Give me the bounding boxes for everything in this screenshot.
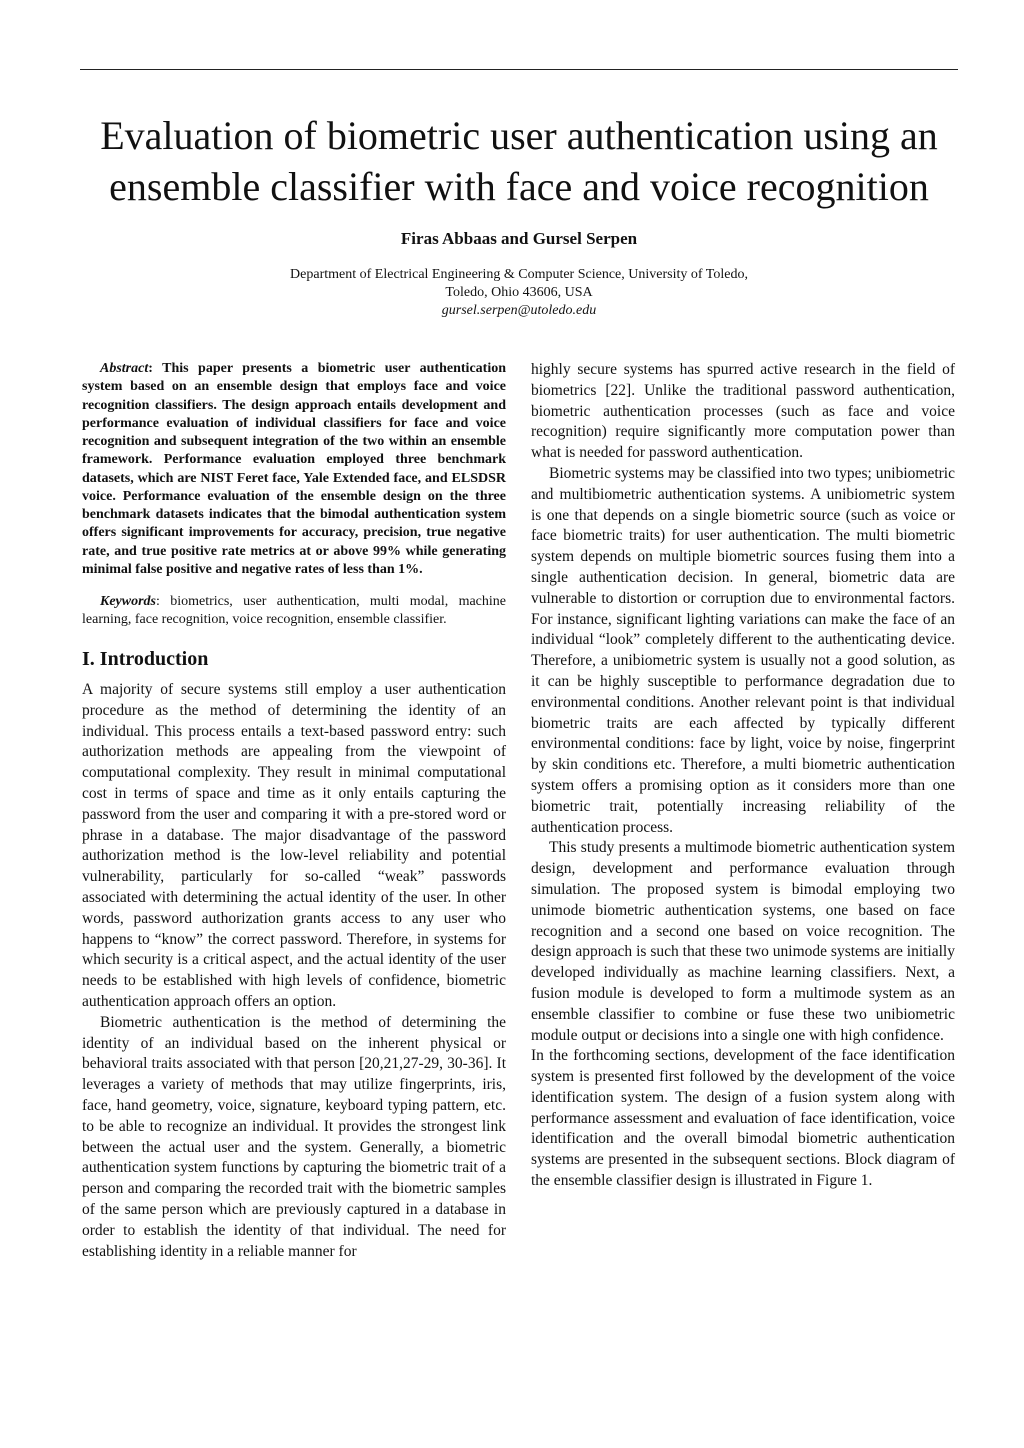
affiliation-block	[80, 266, 958, 320]
author-list: Firas Abbaas and Gursel Serpen	[400, 229, 638, 248]
intro-paragraph-2-continued: highly secure systems has spurred active research in the field of biometrics [22]. Unlike the traditional password authentication, biometric authentication processes (such as face and voice recognition) require significantly more computation power than what is needed for password authentication.	[531, 361, 955, 462]
keywords-text: : biometrics, user authentication, multi modal, machine learning, face recognition, voice recognition, ensemble classifier.	[82, 594, 506, 627]
paper-title: Evaluation of biometric user authentication using an ensemble classifier with face and voice recognition	[100, 113, 938, 209]
keywords	[82, 593, 506, 629]
section-heading-introduction: I. Introduction	[82, 648, 209, 670]
affiliation-line: Department of Electrical Engineering & Computer Science, University of Toledo,	[290, 267, 748, 282]
keywords-label: Keywords	[100, 594, 156, 609]
affiliation-address: Toledo, Ohio 43606, USA	[445, 285, 593, 300]
abstract	[82, 360, 506, 579]
intro-paragraph-2: Biometric authentication is the method of determining the identity of an individual based on the inherent physical or behavioral traits associated with that person [20,21,27-29, 30-36]. It leverages a variety of methods that may utilize fingerprints, iris, face, hand geometry, voice, signature, keyboard typing pattern, etc. to be able to recognize an individual. It provides the strongest link between the actual user and the system. Generally, a biometric authentication system functions by capturing the biometric trait of a person and comparing the recorded trait with the biometric samples of the same person which are previously captured in a database in order to establish the identity of that individual. The need for establishing identity in a reliable manner for	[82, 1013, 506, 1260]
intro-paragraph-1: A majority of secure systems still employ a user authentication procedure as the method of determining the identity of an individual. This process entails a text-based password entry: such authorization methods are appealing from the viewpoint of computational complexity. They result in minimal computational cost in terms of space and time as it only entails capturing the password from the user and comparing it with a pre-stored word or phrase in a database. The major disadvantage of the password authorization method is the low-level reliability and potential vulnerability, particularly for so-called “weak” passwords associated with determining the actual identity of the user. In other words, password authorization grants access to any user who happens to “know” the correct password. Therefore, in systems for which security is a critical aspect, and the actual identity of the user needs to be established with high levels of confidence, biometric authentication approach offers an option.	[82, 681, 506, 1010]
intro-paragraph-3: Biometric systems may be classified into two types; unibiometric and multibiometric authentication systems. A unibiometric system is one that depends on a single biometric source (such as voice or face biometric traits) for user authentication. The multi biometric system depends on multiple biometric sources fusing them into a single authentication decision. In general, biometric data are vulnerable to distortion or corruption due to environmental factors. For instance, significant lighting variations can make the face of an individual “look” completely different to the authenticating device. Therefore, a unibiometric system is usually not a good solution, as it can be highly susceptible to performance degradation due to environmental conditions. Another relevant point is that individual biometric traits are each affected by typically different environmental conditions: face by light, voice by noise, fingerprint by skin conditions etc. Therefore, a multi biometric authentication system offers a promising option as it considers more than one biometric trait, potentially increasing reliability of the authentication process.	[531, 464, 955, 836]
left-column	[82, 360, 506, 1262]
header-rule	[80, 69, 958, 70]
abstract-label: Abstract	[100, 361, 149, 376]
intro-paragraph-4: This study presents a multimode biometric authentication system design, development and performance evaluation through simulation. The proposed system is bimodal employing two unimode biometric authentication systems, one based on face recognition and a second one based on voice recognition. The design approach is such that these two unimode systems are initially developed individually as machine learning classifiers. Next, a fusion module is developed to form a multimode system as an ensemble classifier to combine or fuse these two unibiometric module output or decisions into a single one with high confidence.	[531, 839, 955, 1044]
abstract-text: : This paper presents a biometric user authentication system based on an ensemble design that employs face and voice recognition classifiers. The design approach entails development and performance evaluation of individual classifiers for face and voice recognition and subsequent integration of the two within an ensemble framework. Performance evaluation employed three benchmark datasets, which are NIST Feret face, Yale Extended face, and ELSDSR voice. Performance evaluation of the ensemble design on the three benchmark datasets indicates that the bimodal authentication system offers significant improvements for accuracy, precision, true negative rate, and true positive rate metrics at or above 99% while generating minimal false positive and negative rates of less than 1%.	[82, 361, 506, 577]
contact-email[interactable]: gursel.serpen@utoledo.edu	[441, 303, 597, 318]
intro-paragraph-5: In the forthcoming sections, development of the face identification system is presented first followed by the development of the voice identification system. The design of a fusion system along with performance assessment and evaluation of face identification, voice identification and the overall bimodal biometric authentication systems are presented in the subsequent sections. Block diagram of the ensemble classifier design is illustrated in Figure 1.	[531, 1047, 955, 1190]
right-column	[531, 360, 955, 1192]
